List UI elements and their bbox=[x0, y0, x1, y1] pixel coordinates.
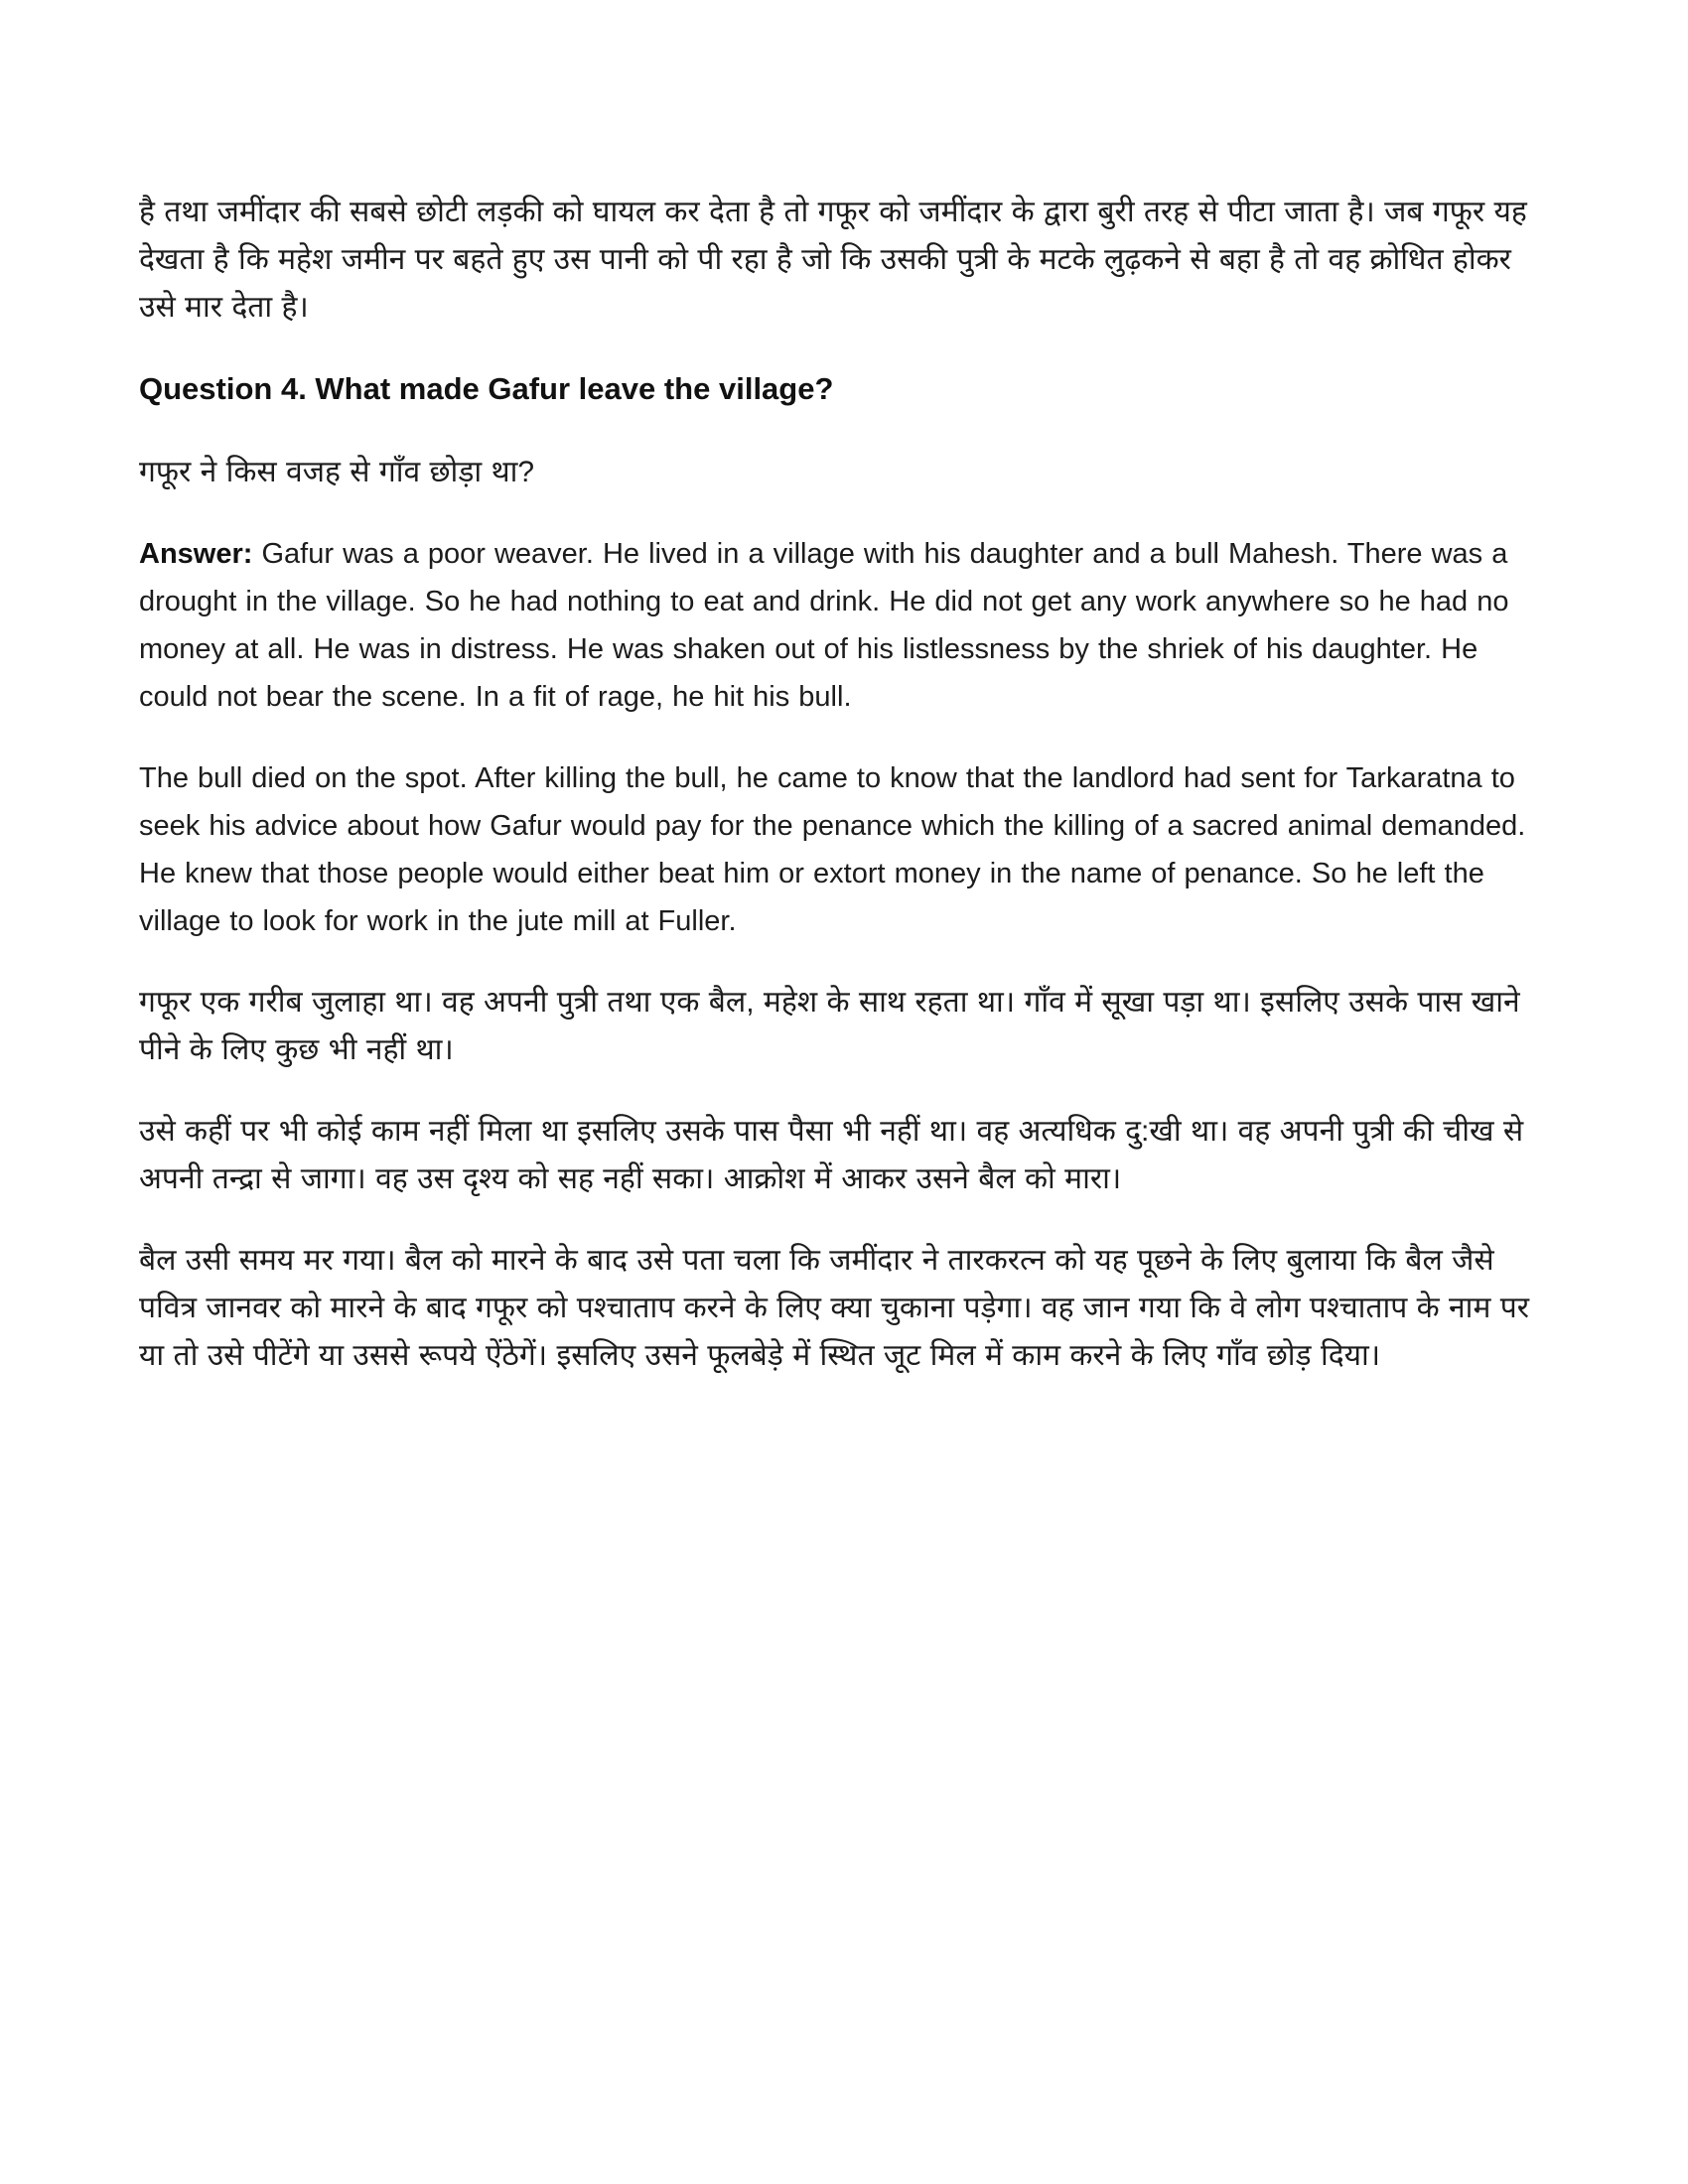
question-hindi: गफूर ने किस वजह से गाँव छोड़ा था? bbox=[139, 456, 535, 488]
answer-paragraph-english-2: The bull died on the spot. After killing the bull, he came to know that the landlord had sent for Tarkaratna to seek his advice about how Gafur would pay for the penance which the killing of a sacred animal demanded. He knew that those people would either beat him or extort money in the name of penance. So he left the village to look for work in the jute mill at Fuller. bbox=[139, 762, 1526, 937]
answer-paragraph-hindi-1: गफूर एक गरीब जुलाहा था। वह अपनी पुत्री तथा एक बैल, महेश के साथ रहता था। गाँव में सूखा पड़ा था। इसलिए उसके पास खाने पीने के लिए कुछ भी नहीं था। bbox=[139, 986, 1520, 1066]
answer-paragraph-english-1 bbox=[139, 530, 1551, 721]
answer-text-english-1: Gafur was a poor weaver. He lived in a village with his daughter and a bull Mahesh. There was a drought in the village. So he had nothing to eat and drink. He did not get any work anywhere so he had no money at all. He was in distress. He was shaken out of his listlessness by the shriek of his daughter. He could not bear the scene. In a fit of rage, he hit his bull. bbox=[139, 538, 1509, 713]
intro-paragraph-hindi: है तथा जमींदार की सबसे छोटी लड़की को घायल कर देता है तो गफूर को जमींदार के द्वारा बुरी तरह से पीटा जाता है। जब गफूर यह देखता है कि महेश जमीन पर बहते हुए उस पानी को पी रहा है जो कि उसकी पुत्री के मटके लुढ़कने से बहा है तो वह क्रोधित होकर उसे मार देता है। bbox=[139, 196, 1527, 324]
answer-label: Answer: bbox=[139, 538, 253, 570]
answer-paragraph-hindi-3: बैल उसी समय मर गया। बैल को मारने के बाद उसे पता चला कि जमींदार ने तारकरत्न को यह पूछने के लिए बुलाया कि बैल जैसे पवित्र जानवर को मारने के बाद गफूर को पश्चाताप करने के लिए क्या चुकाना पड़ेगा। वह जान गया कि वे लोग पश्चाताप के नाम पर या तो उसे पीटेंगे या उससे रूपये ऐंठेगें। इसलिए उसने फूलबेड़े में स्थित जूट मिल में काम करने के लिए गाँव छोड़ दिया। bbox=[139, 1244, 1530, 1372]
question-heading: Question 4. What made Gafur leave the village? bbox=[139, 371, 834, 406]
answer-paragraph-hindi-2: उसे कहीं पर भी कोई काम नहीं मिला था इसलिए उसके पास पैसा भी नहीं था। वह अत्यधिक दु:खी था। वह अपनी पुत्री की चीख से अपनी तन्द्रा से जागा। वह उस दृश्य को सह नहीं सका। आक्रोश में आकर उसने बैल को मारा। bbox=[139, 1115, 1524, 1195]
